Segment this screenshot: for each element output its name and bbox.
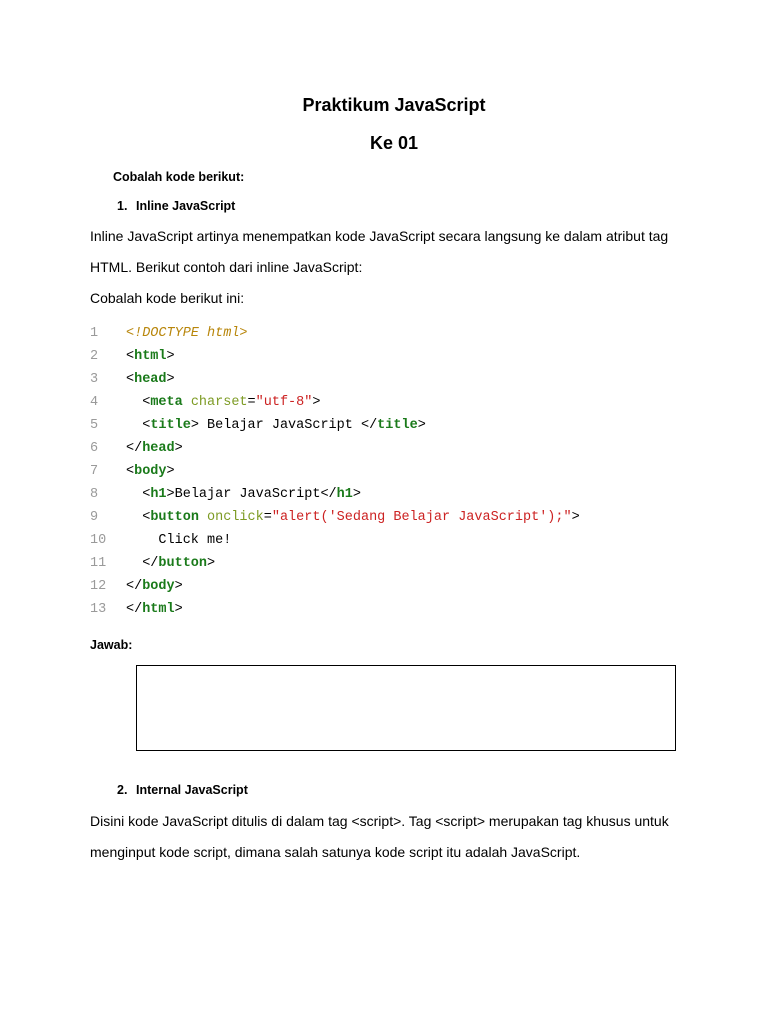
section-1-paragraph-1: Inline JavaScript artinya menempatkan kode JavaScript secara langsung ke dalam atribut tag: [90, 228, 669, 244]
code-line-content: </button>: [142, 556, 216, 571]
code-line-content: <head>: [126, 372, 175, 387]
answer-box[interactable]: [136, 665, 676, 751]
section-2-title: Internal JavaScript: [136, 783, 248, 797]
code-line: [90, 552, 580, 575]
code-line: [90, 322, 580, 345]
code-line: [90, 529, 580, 552]
line-number: 9: [90, 510, 99, 525]
code-line-content: <!DOCTYPE html>: [126, 326, 248, 341]
section-1-number: 1.: [117, 199, 128, 213]
code-line: [90, 506, 580, 529]
document-subtitle: Ke 01: [369, 133, 419, 153]
code-line-content: <title> Belajar JavaScript </title>: [142, 418, 426, 433]
line-number: 11: [90, 556, 107, 571]
code-line: [90, 437, 580, 460]
document-title: Praktikum JavaScript: [302, 95, 486, 115]
section-2-number: 2.: [117, 783, 128, 797]
code-line-content: <html>: [126, 349, 175, 364]
line-number: 1: [90, 326, 99, 341]
section-1-title: Inline JavaScript: [136, 199, 236, 213]
code-line: [90, 575, 580, 598]
instruction-text: Cobalah kode berikut:: [113, 170, 245, 184]
code-line: [90, 414, 580, 437]
section-1-paragraph-3: Cobalah kode berikut ini:: [90, 290, 245, 306]
line-number: 8: [90, 487, 99, 502]
answer-label: Jawab:: [90, 638, 133, 652]
line-number: 7: [90, 464, 99, 479]
code-line: [90, 368, 580, 391]
line-number: 2: [90, 349, 99, 364]
line-number: 10: [90, 533, 107, 548]
line-number: 3: [90, 372, 99, 387]
line-number: 12: [90, 579, 107, 594]
code-line-content: <meta charset="utf-8">: [142, 395, 321, 410]
section-2-heading: [117, 783, 248, 797]
line-number: 6: [90, 441, 99, 456]
code-line-content: Click me!: [126, 533, 232, 548]
line-number: 5: [90, 418, 99, 433]
code-line: [90, 345, 580, 368]
code-line-content: </body>: [126, 579, 183, 594]
line-number: 4: [90, 395, 99, 410]
section-2-paragraph-1: Disini kode JavaScript ditulis di dalam tag <script>. Tag <script> merupakan tag khusus untuk: [90, 813, 669, 829]
code-line-content: <body>: [126, 464, 175, 479]
section-1-paragraph-2: HTML. Berikut contoh dari inline JavaScript:: [90, 259, 363, 275]
line-number: 13: [90, 602, 107, 617]
code-line: [90, 460, 580, 483]
code-block: [90, 322, 580, 621]
code-line-content: <h1>Belajar JavaScript</h1>: [142, 487, 361, 502]
code-line: [90, 598, 580, 621]
code-line-content: </head>: [126, 441, 183, 456]
code-line-content: </html>: [126, 602, 183, 617]
section-1-heading: [117, 199, 235, 213]
section-2-paragraph-2: menginput kode script, dimana salah satunya kode script itu adalah JavaScript.: [90, 844, 581, 860]
code-line: [90, 391, 580, 414]
code-line: [90, 483, 580, 506]
code-line-content: <button onclick="alert('Sedang Belajar JavaScript');">: [142, 510, 580, 525]
